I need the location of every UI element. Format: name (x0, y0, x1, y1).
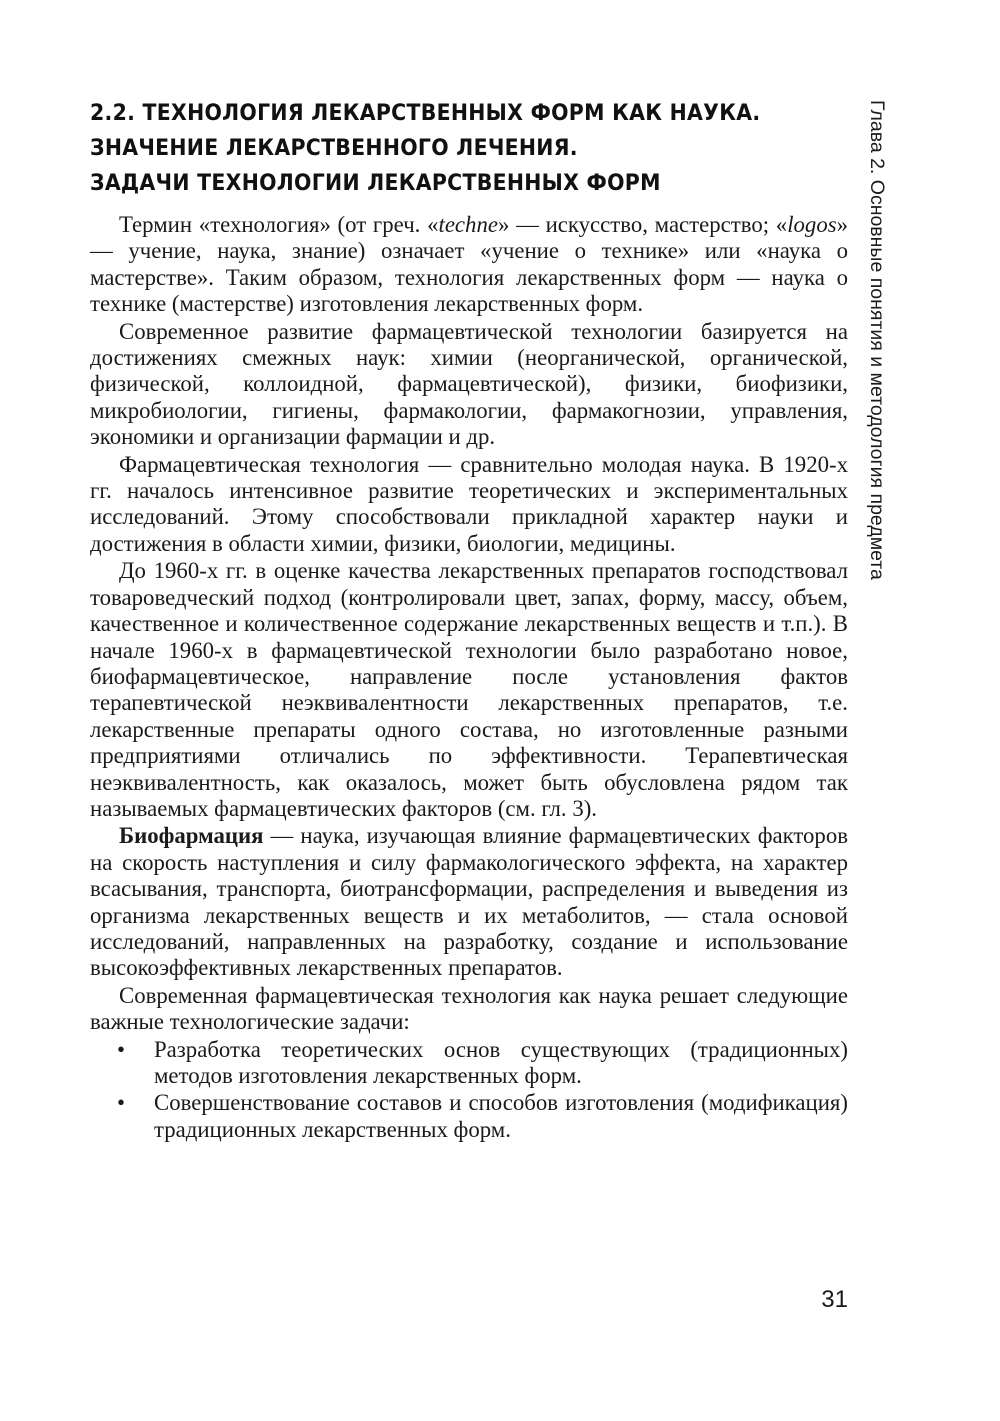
heading-line-3: ЗАДАЧИ ТЕХНОЛОГИИ ЛЕКАРСТВЕННЫХ ФОРМ (90, 171, 661, 196)
paragraph-1-text-c: » — учение, наука, знание) означает «учение о технике» или «наука о мастерстве». Таким образом, технология лекарственных форм — наука о технике (мастерстве) изготовления лекарственных форм. (90, 212, 848, 317)
chapter-running-header: Глава 2. Основные понятия и методология предмета (866, 100, 888, 580)
heading-line-1: 2.2. ТЕХНОЛОГИЯ ЛЕКАРСТВЕННЫХ ФОРМ КАК НАУКА. (90, 101, 761, 126)
paragraph-1-text-b: » — искусство, мастерство; « (497, 212, 788, 237)
list-item-text: Разработка теоретических основ существующих (традиционных) методов изготовления лекарственных форм. (154, 1036, 848, 1088)
greek-term-techne: techne (438, 212, 498, 237)
greek-term-logos: logos (787, 212, 837, 237)
page-number: 31 (821, 1286, 848, 1313)
body-text (90, 212, 848, 1144)
paragraph-1-text-a: Термин «технология» (от греч. « (119, 212, 439, 237)
section-heading (90, 96, 797, 201)
paragraph-young-science: Фармацевтическая технология — сравнительно молодая наука. В 1920-х гг. началось интенсивное развитие теоретических и экспериментальных исследований. Этому способствовали прикладной характер науки и достижения в области химии, физики, биологии, медицины. (90, 451, 848, 556)
heading-line-2: ЗНАЧЕНИЕ ЛЕКАРСТВЕННОГО ЛЕЧЕНИЯ. (90, 136, 578, 161)
paragraph-term-definition (90, 212, 848, 318)
term-biopharmacy: Биофармация (119, 823, 264, 849)
list-item (90, 1090, 848, 1143)
paragraph-modern-development: Современное развитие фармацевтической технологии базируется на достижениях смежных наук: химии (неорганической, органической, физической, коллоидной, фармацевтической), физики, биофизики, микробиологии, гигиены, фармакологии, фармакогнозии, управления, экономики и организации фармации и др. (90, 318, 848, 450)
paragraph-biopharmacy-text: — наука, изучающая влияние фармацевтических факторов на скорость наступления и силу фармакологического эффекта, на характер всасывания, транспорта, биотрансформации, распределения и выведения из организма лекарственных веществ и их метаболитов, — стала основой исследований, направленных на разработку, создание и использование высокоэффективных лекарственных препаратов. (90, 823, 848, 981)
paragraph-history-1960s: До 1960-х гг. в оценке качества лекарственных препаратов господствовал товароведческий подход (контролировали цвет, запах, форму, массу, объем, качественное и количественное содержание лекарственных веществ и т.п.). В начале 1960-х в фармацевтической технологии было разработано новое, биофармацевтическое, направление после установления фактов терапевтической неэквивалентности лекарственных препаратов, т.е. лекарственные препараты одного состава, но изготовленные разными предприятиями отличались по эффективности. Терапевтическая неэквивалентность, как оказалось, может быть обусловлена рядом так называемых фармацевтических факторов (см. гл. 3). (90, 558, 848, 821)
bullet-icon: • (117, 1036, 125, 1062)
list-item (90, 1037, 848, 1090)
tasks-list (90, 1037, 848, 1144)
list-item-text: Совершенствование составов и способов изготовления (модификация) традиционных лекарственных форм. (154, 1090, 848, 1142)
paragraph-biopharmacy (90, 823, 848, 981)
bullet-icon: • (117, 1090, 125, 1116)
paragraph-tasks-intro: Современная фармацевтическая технология как наука решает следующие важные технологические задачи: (90, 982, 848, 1035)
